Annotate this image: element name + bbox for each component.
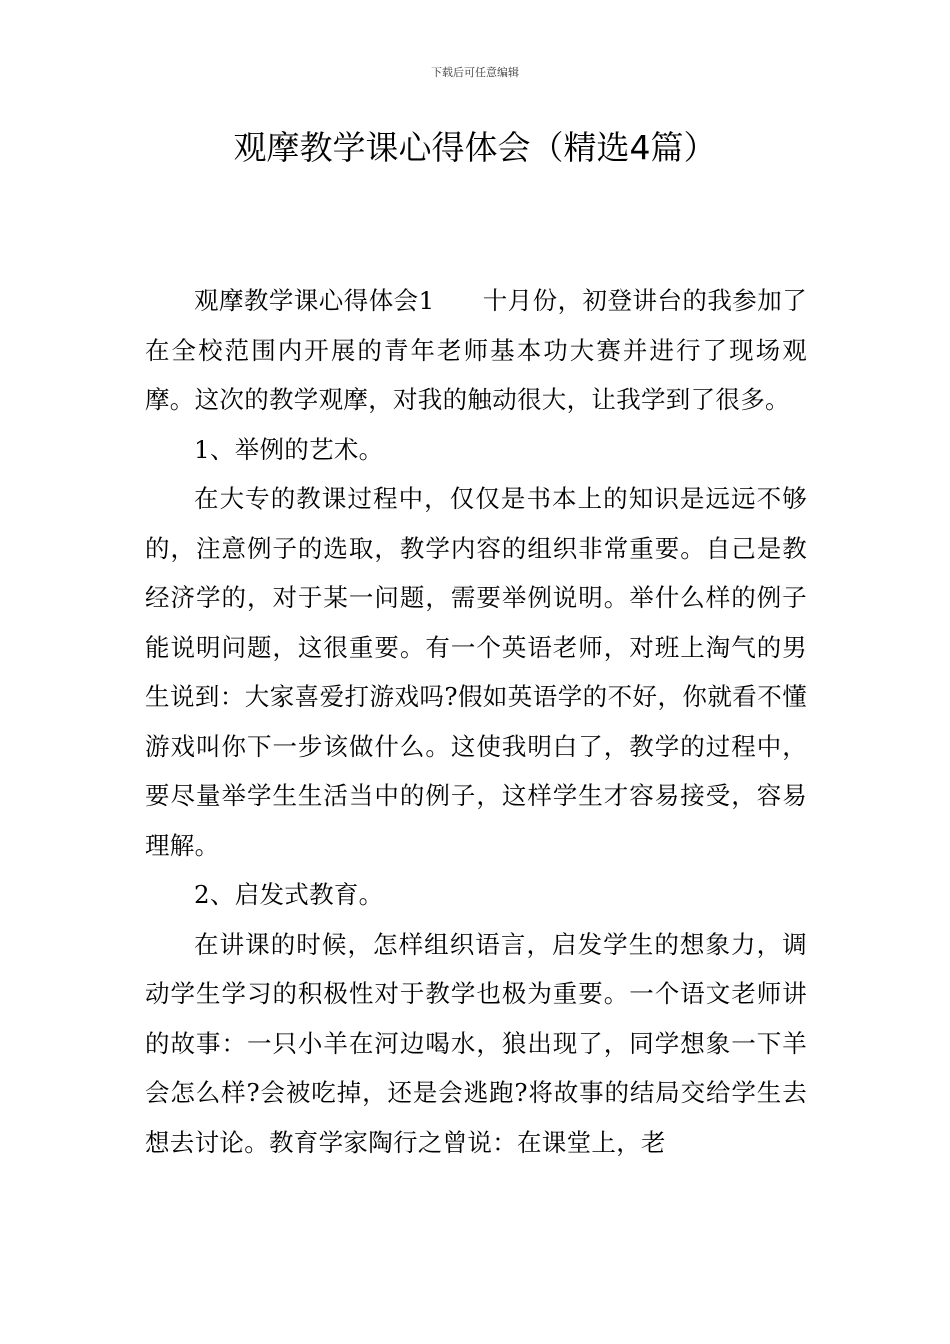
list-heading-2: 2、启发式教育。 <box>194 880 384 909</box>
section-heading: 观摩教学课心得体会1 <box>194 286 435 315</box>
header-note: 下载后可任意编辑 <box>431 66 519 79</box>
intro-paragraph <box>145 276 807 425</box>
paragraph-heuristic-teaching: 在讲课的时候，怎样组织语言，启发学生的想象力，调动学生学习的积极性对于教学也极为重要。一个语文老师讲的故事：一只小羊在河边喝水，狼出现了，同学想象一下羊会怎么样?会被吃掉，还是会逃跑?将故事的结局交给学生去想去讨论。教育学家陶行之曾说：在课堂上，老 <box>145 929 807 1157</box>
list-heading-1: 1、举例的艺术。 <box>194 434 384 464</box>
intro-text: 十月份，初登讲台的我参加了在全校范围内开展的青年老师基本功大赛并进行了现场观摩。这次的教学观摩，对我的触动很大，让我学到了很多。 <box>145 286 807 414</box>
document-title: 观摩教学课心得体会（精选4篇） <box>233 128 717 167</box>
document-body <box>145 276 807 1167</box>
paragraph-example-art: 在大专的教课过程中，仅仅是书本上的知识是远远不够的，注意例子的选取，教学内容的组织非常重要。自己是教经济学的，对于某一问题，需要举例说明。举什么样的例子能说明问题，这很重要。有一个英语老师，对班上淘气的男生说到：大家喜爱打游戏吗?假如英语学的不好，你就看不懂游戏叫你下一步该做什么。这使我明白了，教学的过程中，要尽量举学生生活当中的例子，这样学生才容易接受，容易理解。 <box>145 484 807 860</box>
